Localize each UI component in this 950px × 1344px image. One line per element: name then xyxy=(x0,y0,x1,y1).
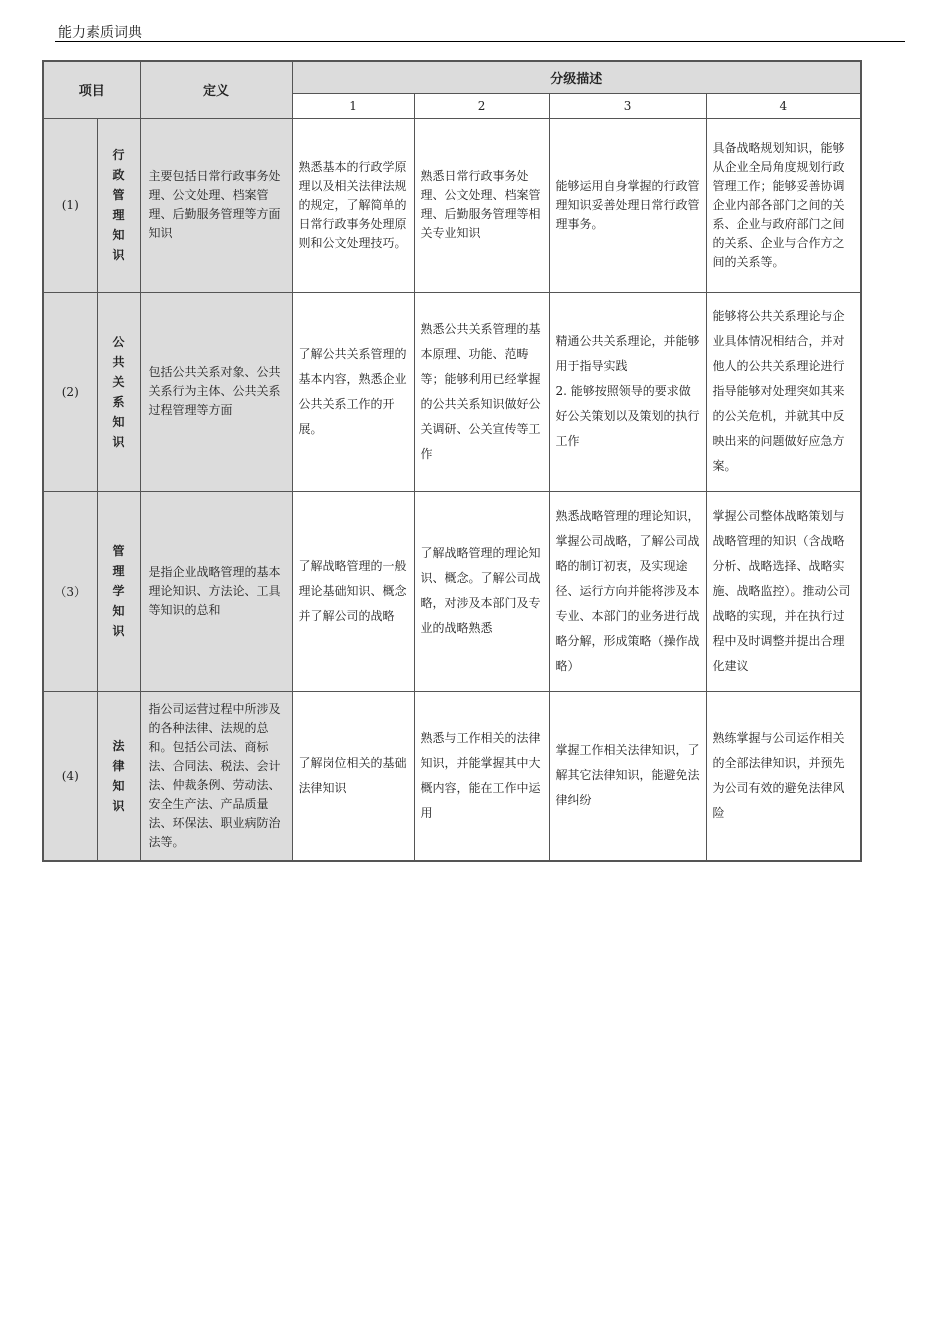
header-item: 项目 xyxy=(43,61,140,118)
level-3-description: 掌握工作相关法律知识，了解其它法律知识，能避免法律纠纷 xyxy=(549,691,706,861)
level-1-description: 了解公共关系管理的基本内容，熟悉企业公共关系工作的开展。 xyxy=(292,292,414,491)
row-number: (1) xyxy=(43,118,97,292)
row-definition: 是指企业战略管理的基本理论知识、方法论、工具等知识的总和 xyxy=(140,491,292,691)
header-divider xyxy=(55,41,905,42)
row-definition: 主要包括日常行政事务处理、公文处理、档案管理、后勤服务管理等方面知识 xyxy=(140,118,292,292)
table-row xyxy=(43,491,861,691)
row-definition: 指公司运营过程中所涉及的各种法律、法规的总和。包括公司法、商标法、合同法、税法、会计法、仲裁条例、劳动法、安全生产法、产品质量法、环保法、职业病防治法等。 xyxy=(140,691,292,861)
table-row xyxy=(43,691,861,861)
row-name xyxy=(97,691,140,861)
header-definition: 定义 xyxy=(140,61,292,118)
level-1-description: 了解岗位相关的基础法律知识 xyxy=(292,691,414,861)
level-2-description: 熟悉日常行政事务处理、公文处理、档案管理、后勤服务管理等相关专业知识 xyxy=(414,118,549,292)
level-4-description: 掌握公司整体战略策划与战略管理的知识（含战略分析、战略选择、战略实施、战略监控）。推动公司战略的实现，并在执行过程中及时调整并提出合理化建议 xyxy=(706,491,861,691)
level-3-description: 精通公共关系理论，并能够用于指导实践 2. 能够按照领导的要求做好公关策划以及策划的执行工作 xyxy=(549,292,706,491)
page-header-title: 能力素质词典 xyxy=(58,25,142,41)
row-definition: 包括公共关系对象、公共关系行为主体、公共关系过程管理等方面 xyxy=(140,292,292,491)
level-3-description: 能够运用自身掌握的行政管理知识妥善处理日常行政管理事务。 xyxy=(549,118,706,292)
header-level-2: 2 xyxy=(414,93,549,118)
level-1-description: 熟悉基本的行政学原理以及相关法律法规的规定，了解简单的日常行政事务处理原则和公文处理技巧。 xyxy=(292,118,414,292)
header-level-1: 1 xyxy=(292,93,414,118)
level-3-description: 熟悉战略管理的理论知识，掌握公司战略，了解公司战略的制订初衷，及实现途径、运行方向并能将涉及本专业、本部门的业务进行战略分解，形成策略（操作战略） xyxy=(549,491,706,691)
row-name-text: 管理学知识 xyxy=(112,544,125,638)
competency-table xyxy=(42,60,862,862)
level-4-description: 熟练掌握与公司运作相关的全部法律知识，并预先为公司有效的避免法律风险 xyxy=(706,691,861,861)
row-number: (2) xyxy=(43,292,97,491)
level-4-description: 具备战略规划知识，能够从企业全局角度规划行政管理工作；能够妥善协调企业内部各部门之间的关系、企业与政府部门之间的关系、企业与合作方之间的关系等。 xyxy=(706,118,861,292)
table-row xyxy=(43,292,861,491)
level-2-description: 熟悉与工作相关的法律知识，并能掌握其中大概内容，能在工作中运用 xyxy=(414,691,549,861)
header-levels-title: 分级描述 xyxy=(292,61,861,93)
level-1-description: 了解战略管理的一般理论基础知识、概念并了解公司的战略 xyxy=(292,491,414,691)
row-name xyxy=(97,491,140,691)
level-4-description: 能够将公共关系理论与企业具体情况相结合，并对他人的公共关系理论进行指导能够对处理突如其来的公关危机，并就其中反映出来的问题做好应急方案。 xyxy=(706,292,861,491)
row-name xyxy=(97,292,140,491)
row-name xyxy=(97,118,140,292)
table-row xyxy=(43,118,861,292)
row-name-text: 法律知识 xyxy=(112,738,125,813)
row-number: （3） xyxy=(43,491,97,691)
row-name-text: 公共关系知识 xyxy=(112,334,125,449)
row-number: (4) xyxy=(43,691,97,861)
header-level-3: 3 xyxy=(549,93,706,118)
level-2-description: 熟悉公共关系管理的基本原理、功能、范畴等；能够利用已经掌握的公共关系知识做好公关调研、公关宣传等工作 xyxy=(414,292,549,491)
header-level-4: 4 xyxy=(706,93,861,118)
level-2-description: 了解战略管理的理论知识、概念。了解公司战略，对涉及本部门及专业的战略熟悉 xyxy=(414,491,549,691)
row-name-text: 行政管理知识 xyxy=(112,148,125,262)
